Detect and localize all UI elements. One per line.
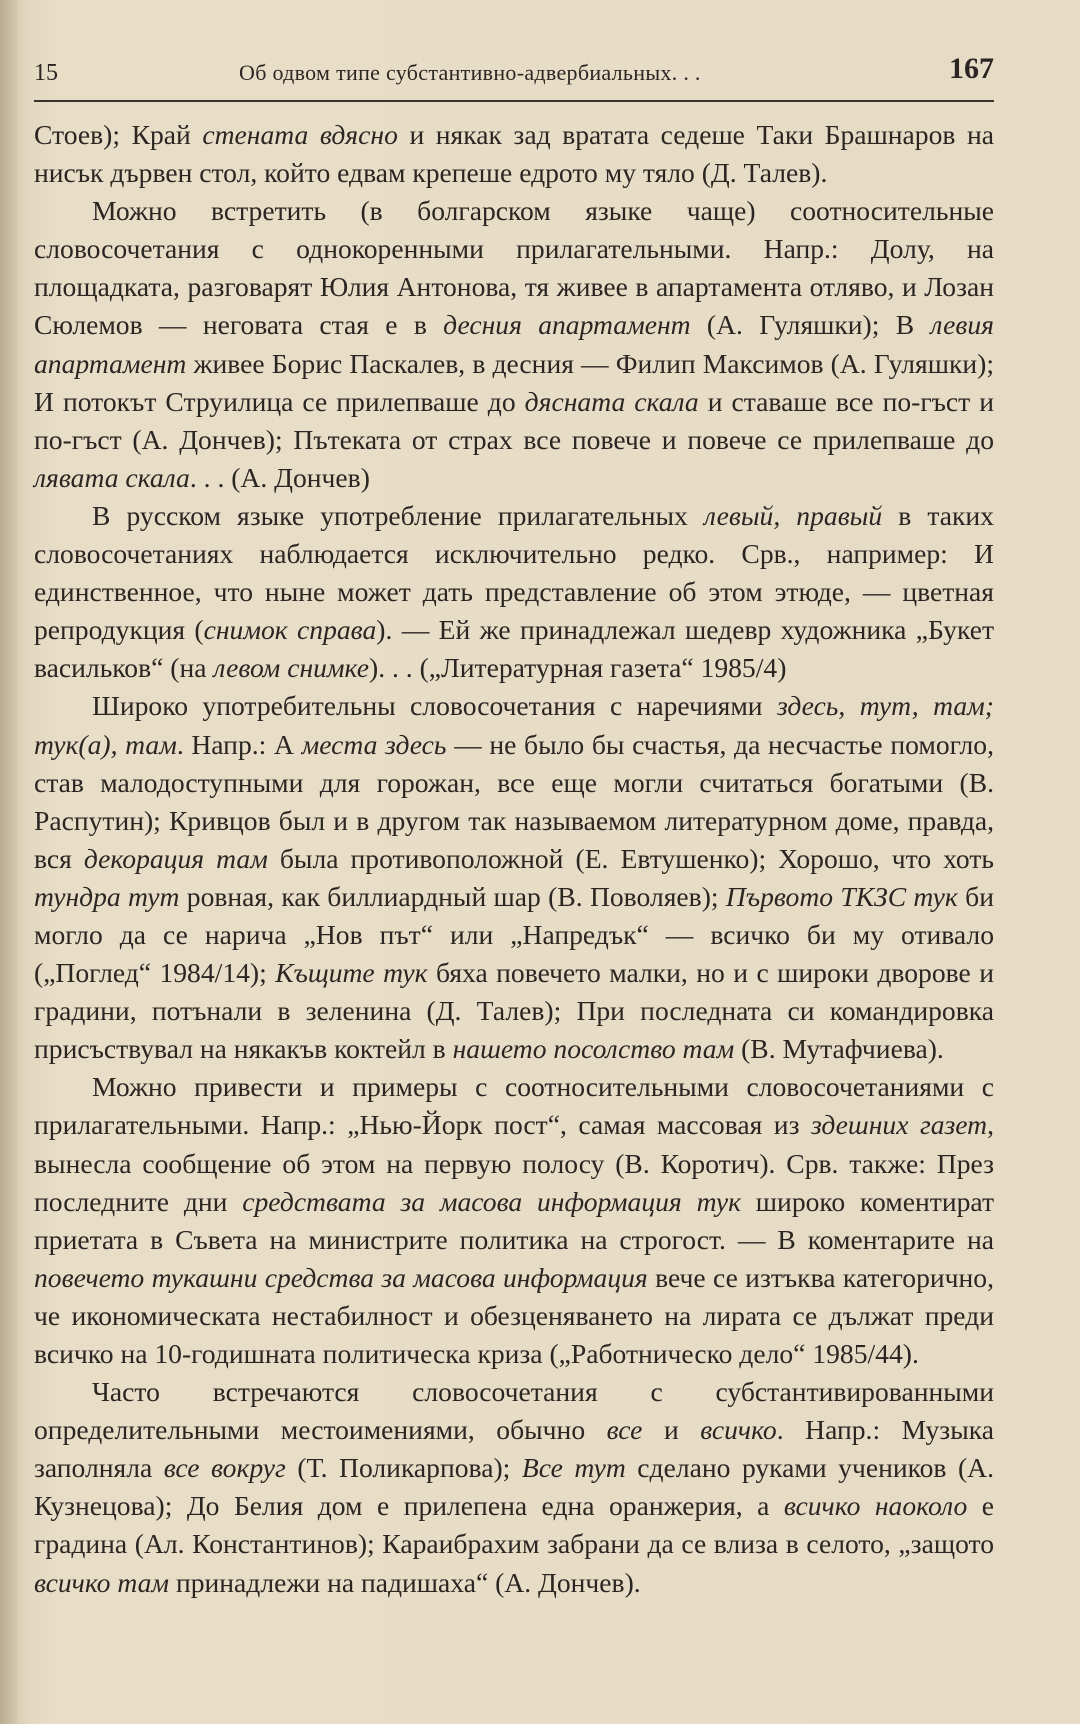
text-span: (А. Гуляшки); В (690, 309, 931, 341)
text-span: ). — Ей же принадлежал шедевр художника „Букет васильков“ (на (34, 614, 995, 684)
running-title: Об одвом типе субстантивно-адвербиальных. . . (239, 60, 701, 85)
example-phrase: декорация там (83, 842, 268, 874)
text-span: бяха повечето малки, но и с широки дворове и градини, потънали в зеленина (Д. Талев); При последната си командировка присъствувал на някакъв коктейл в (34, 957, 994, 1065)
example-phrase: нашето посолство там (452, 1033, 735, 1065)
paragraph (34, 116, 994, 192)
example-phrase: здешних газет (810, 1109, 988, 1141)
example-phrase: левый, правый (703, 499, 883, 531)
text-span: В русском языке употребление прилагательных (92, 499, 704, 531)
text-span: и ставаше все по-гъст и по-гъст (А. Дончев); Пътеката от страх все повече и повече се прилепваше до (34, 385, 995, 455)
text-span: ). . . („Литературная газета“ 1985/4) (369, 652, 787, 684)
example-phrase: места здесь (301, 728, 447, 760)
section-number: 15 (34, 60, 58, 86)
text-span: Можно встретить (в болгарском языке чаще) соотносительные словосочетания с однокоренными прилагательными. Напр.: Долу, на площадката, разговарят Юлия Антонова, тя живее в апартамента отляво, и Лозан Сюлемов — неговата стая е в (34, 195, 994, 341)
text-span: Стоев); Край (34, 119, 203, 150)
text-span: сделано руками учеников (А. Кузнецова); До Белия дом е прилепена една оранжерия, а (34, 1452, 994, 1522)
example-phrase: всичко наоколо (783, 1490, 968, 1522)
example-phrase: средствата за масова информация тук (242, 1185, 741, 1217)
text-span: принадлежи на падишаха“ (А. Дончев). (169, 1566, 641, 1598)
text-span: . . . (А. Дончев) (189, 461, 370, 493)
paragraph (34, 1068, 994, 1373)
example-phrase: стената вдясно (202, 119, 398, 150)
example-phrase: дясната скала (524, 385, 699, 417)
text-span: . Напр.: А (176, 728, 302, 760)
text-span: би могло да се нарича „Нов път“ или „Напредък“ — всичко би му отивало („Поглед“ 1984/14); (34, 880, 994, 989)
example-phrase: снимок справа (203, 614, 377, 646)
text-span: и някак зад вратата седеше Таки Брашнаров на нисък дървен стол, който едвам крепеше едрото му тяло (Д. Талев). (34, 119, 995, 189)
header-rule (34, 100, 994, 102)
text-span: , вынесла сообщение об этом на первую полосу (В. Коротич). Срв. также: През последните дни (34, 1109, 995, 1217)
text-span: в таких словосочетаниях наблюдается исключительно редко. Срв., например: И единственное, что ныне может дать представление об этом этюде, — цветная репродукция ( (34, 499, 994, 646)
example-phrase: здесь, тут, там; тук(а), там (34, 690, 994, 760)
example-phrase: лявата скала (34, 461, 190, 493)
example-phrase: левом снимке (213, 652, 370, 684)
running-head (34, 52, 994, 96)
text-span: ровная, как биллиардный шар (В. Поволяев); (179, 880, 726, 912)
text-span: е градина (Ал. Константинов); Караибрахим забрани да се влиза в селото, „защото (34, 1490, 994, 1560)
text-span: вече се изтъква категорично, че икономическата нестабилност и обезценяването на лирата се дължат преди всичко на 10-годишната политическа криза („Работническо дело“ 1985/44). (34, 1261, 994, 1369)
text-span: — не было бы счастья, да несчастье помогло, став малодоступными для горожан, все еще могли считаться богатыми (В. Распутин); Кривцов был и в другом так называемом литературном доме, правда, вся (34, 728, 994, 874)
text-span: широко коментират приетата в Съвета на министрите политика на строгост. — В коментарите на (34, 1185, 994, 1255)
example-phrase: все вокруг (163, 1452, 286, 1484)
example-phrase: повечето тукашни средства за масова информация (34, 1261, 648, 1293)
text-span: (В. Мутафчиева). (734, 1033, 944, 1065)
example-phrase: десния апартамент (443, 309, 691, 341)
text-span: (Т. Поликарпова); (285, 1452, 522, 1484)
page-binding-edge (0, 0, 18, 1724)
paragraph (34, 1373, 994, 1602)
paragraph (34, 192, 994, 497)
text-span: живее Борис Паскалев, в десния — Филип Максимов (А. Гуляшки); И потокът Струилица се прилепваше до (34, 347, 994, 417)
example-phrase: всичко там (34, 1566, 170, 1598)
example-phrase: Къщите тук (275, 957, 428, 989)
paragraph (34, 497, 994, 687)
example-phrase: все (606, 1414, 643, 1446)
example-phrase: тундра тут (34, 880, 180, 912)
text-span: и (642, 1414, 701, 1446)
example-phrase: Все тут (521, 1452, 626, 1484)
paragraph (34, 687, 994, 1068)
example-phrase: левия апартамент (34, 309, 994, 379)
page-number: 167 (949, 52, 994, 85)
example-phrase: Първото ТКЗС тук (725, 880, 958, 912)
example-phrase: всичко (700, 1414, 777, 1446)
text-span: Часто встречаются словосочетания с субстантивированными определительными местоимениями, обычно (34, 1376, 994, 1446)
text-span: . Напр.: Музыка заполняла (34, 1414, 994, 1484)
text-span: была противоположной (Е. Евтушенко); Хорошо, что хоть (267, 842, 994, 874)
text-span: Можно привести и примеры с соотносительными словосочетаниями с прилагательными. Напр.: „Нью-Йорк пост“, самая массовая из (34, 1071, 994, 1141)
body-text (34, 116, 994, 1602)
text-span: Широко употребительны словосочетания с наречиями (92, 690, 777, 722)
